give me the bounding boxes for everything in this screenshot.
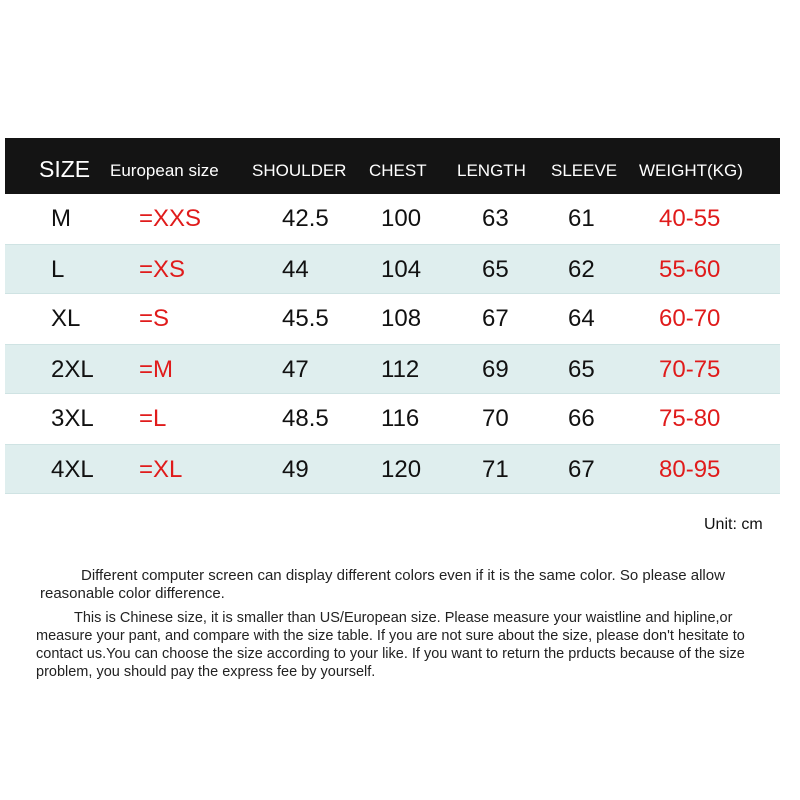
cell-chest: 108 xyxy=(381,305,422,332)
cell-size: 3XL xyxy=(51,405,94,432)
cell-european-size: =XXS xyxy=(139,205,202,232)
cell-weight: 75-80 xyxy=(659,405,721,432)
cell-chest: 100 xyxy=(381,205,422,232)
cell-length: 71 xyxy=(482,456,509,483)
unit-label: Unit: cm xyxy=(704,516,763,533)
table-row xyxy=(5,344,780,394)
cell-sleeve: 65 xyxy=(568,356,595,383)
table-row xyxy=(5,444,780,494)
size-disclaimer: This is Chinese size, it is smaller than US/European size. Please measure your waistline and hipline,or measure your pant, and compare with the size table. If you are not sure about the size, please don't hesitate to contact us.You can choose the size according to your like. If you want to return the prducts because of the size problem, you should pay the express fee by yourself. xyxy=(36,610,745,680)
cell-shoulder: 44 xyxy=(282,256,309,283)
cell-european-size: =M xyxy=(139,356,174,383)
cell-length: 69 xyxy=(482,356,509,383)
cell-european-size: =XL xyxy=(139,456,183,483)
cell-weight: 70-75 xyxy=(659,356,721,383)
cell-size: M xyxy=(51,205,71,232)
table-row xyxy=(5,244,780,294)
cell-length: 67 xyxy=(482,305,509,332)
cell-length: 70 xyxy=(482,405,509,432)
cell-chest: 116 xyxy=(381,405,420,432)
cell-shoulder: 42.5 xyxy=(282,205,329,232)
cell-weight: 80-95 xyxy=(659,456,721,483)
cell-shoulder: 47 xyxy=(282,356,309,383)
cell-size: 2XL xyxy=(51,356,94,383)
cell-shoulder: 45.5 xyxy=(282,305,329,332)
cell-shoulder: 48.5 xyxy=(282,405,329,432)
cell-size: 4XL xyxy=(51,456,94,483)
cell-sleeve: 62 xyxy=(568,256,595,283)
header-sleeve: SLEEVE xyxy=(551,161,618,180)
cell-chest: 104 xyxy=(381,256,422,283)
header-weight: WEIGHT(KG) xyxy=(639,161,743,180)
cell-sleeve: 67 xyxy=(568,456,595,483)
header-european-size: European size xyxy=(110,161,219,180)
size-table xyxy=(5,138,780,494)
cell-size: XL xyxy=(51,305,81,332)
cell-chest: 120 xyxy=(381,456,422,483)
cell-weight: 60-70 xyxy=(659,305,721,332)
header-chest: CHEST xyxy=(369,161,427,180)
cell-weight: 40-55 xyxy=(659,205,721,232)
cell-european-size: =XS xyxy=(139,256,186,283)
header-shoulder: SHOULDER xyxy=(252,161,347,180)
cell-sleeve: 61 xyxy=(568,205,595,232)
header-size: SIZE xyxy=(39,156,91,182)
cell-length: 65 xyxy=(482,256,509,283)
cell-weight: 55-60 xyxy=(659,256,721,283)
table-row xyxy=(5,294,780,344)
cell-shoulder: 49 xyxy=(282,456,309,483)
cell-european-size: =L xyxy=(139,405,167,432)
cell-sleeve: 64 xyxy=(568,305,595,332)
cell-length: 63 xyxy=(482,205,509,232)
table-header xyxy=(5,138,780,194)
cell-size: L xyxy=(51,256,65,283)
cell-european-size: =S xyxy=(139,305,170,332)
table-row xyxy=(5,394,780,444)
cell-sleeve: 66 xyxy=(568,405,595,432)
header-length: LENGTH xyxy=(457,161,526,180)
table-row xyxy=(5,194,780,244)
cell-chest: 112 xyxy=(381,356,420,383)
color-disclaimer: Different computer screen can display different colors even if it is the same color. So please allow reasonable color difference. xyxy=(40,567,725,602)
